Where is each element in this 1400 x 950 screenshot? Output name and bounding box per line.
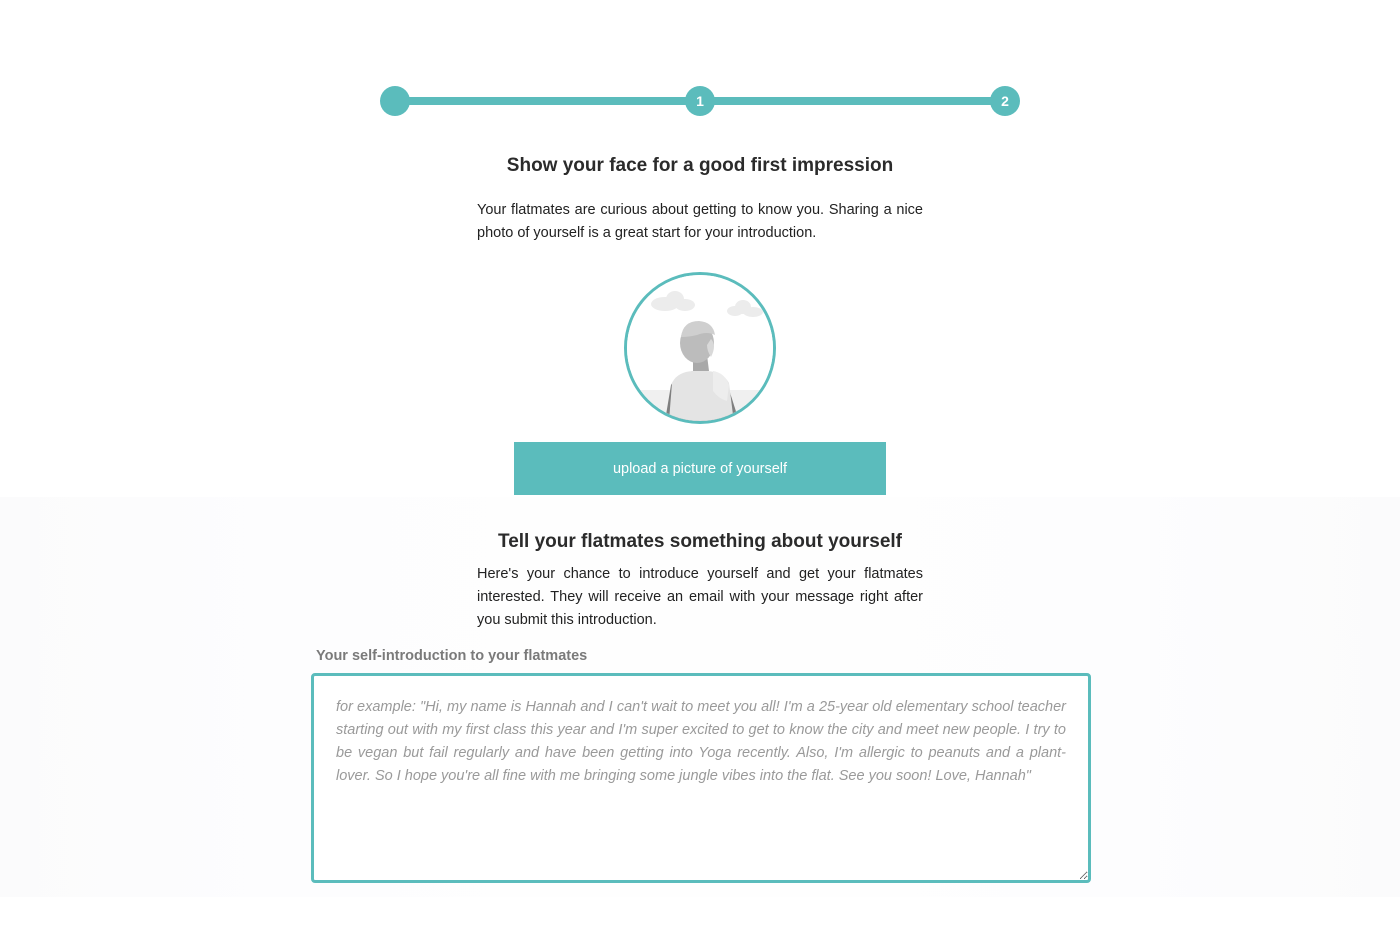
intro-section-description: Here's your chance to introduce yourself and get your flatmates interested. They will receive an email with your message right after you submit this introduction. <box>477 566 923 628</box>
upload-picture-button[interactable]: upload a picture of yourself <box>514 442 886 495</box>
person-placeholder-icon <box>627 275 773 421</box>
progress-stepper <box>380 86 1020 117</box>
self-introduction-label: Your self-introduction to your flatmates <box>316 648 588 664</box>
intro-section-title: Tell your flatmates something about yourself <box>498 531 902 552</box>
photo-section-title: Show your face for a good first impression <box>506 155 894 176</box>
progress-step-2: 2 <box>990 86 1020 116</box>
avatar-placeholder[interactable] <box>624 272 776 424</box>
progress-step-1: 1 <box>685 86 715 116</box>
progress-step-start <box>380 86 410 116</box>
photo-section-description: Your flatmates are curious about getting to know you. Sharing a nice photo of yourself is a great start for your introduction. <box>477 202 923 241</box>
self-introduction-textarea[interactable] <box>311 673 1091 883</box>
